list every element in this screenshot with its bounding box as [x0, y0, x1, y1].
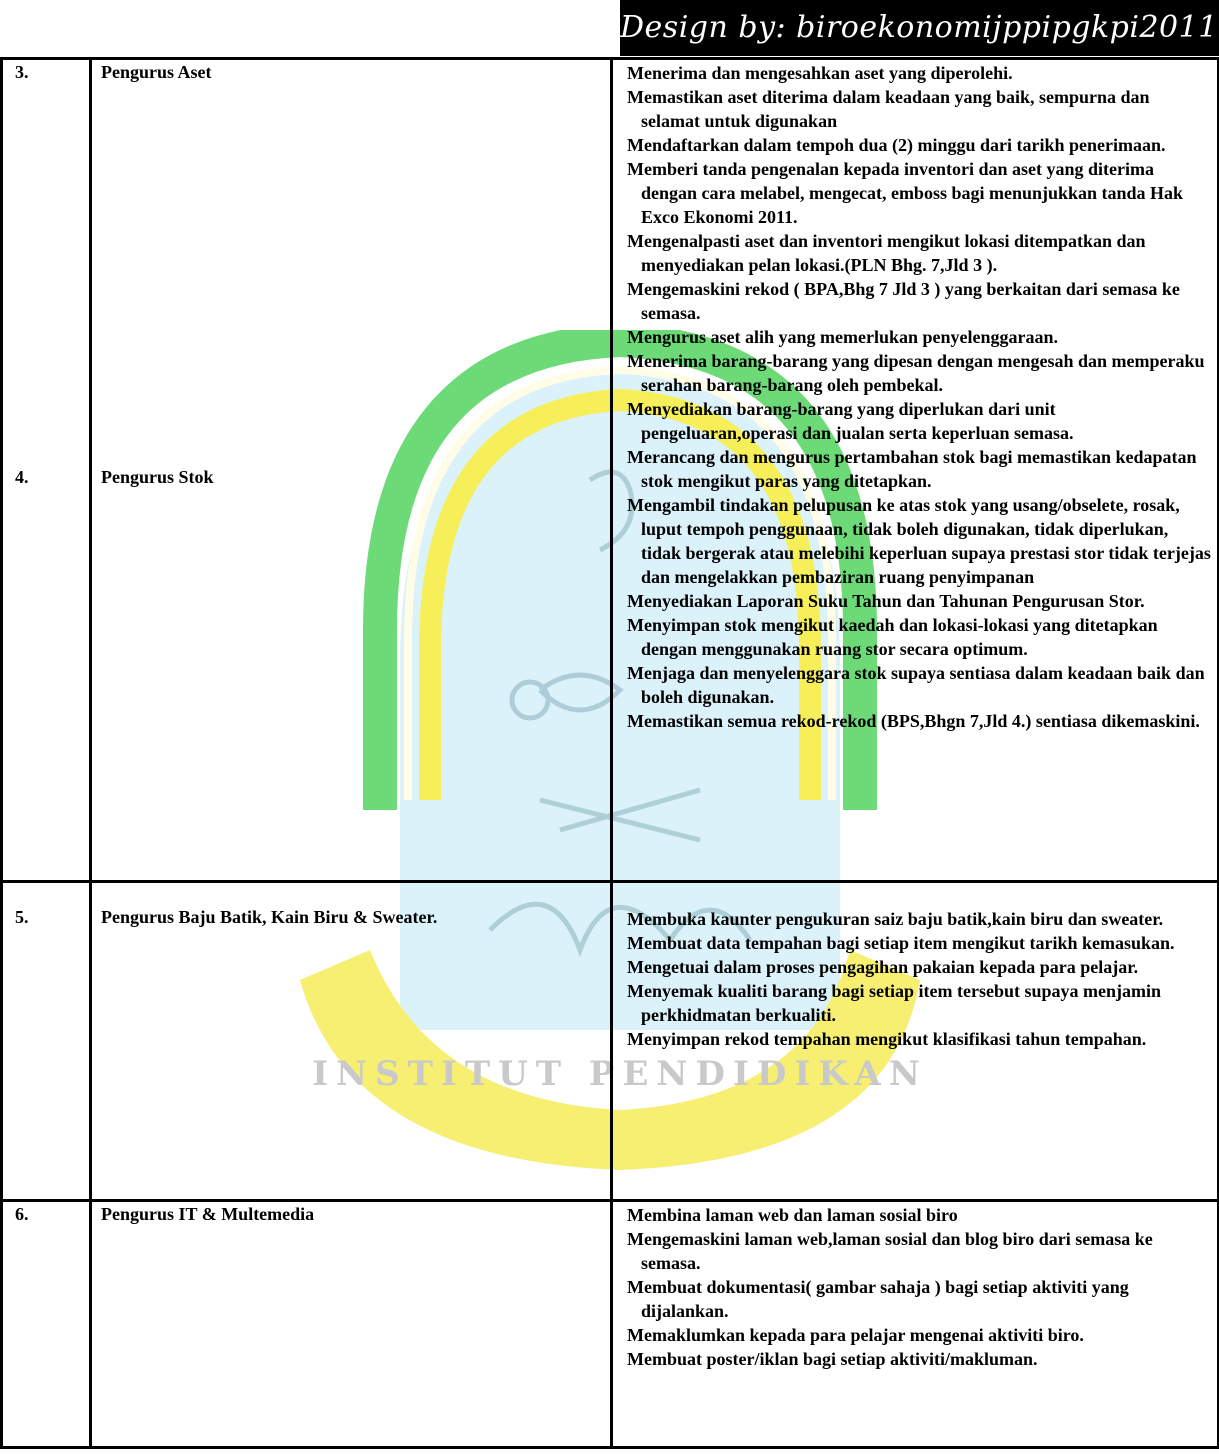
duties-list [613, 60, 1217, 733]
table-row [2, 1201, 1219, 1448]
duty-item: Menjaga dan menyelenggara stok supaya sentiasa dalam keadaan baik dan boleh digunakan. [627, 663, 1205, 707]
duty-item: Membuat data tempahan bagi setiap item mengikut tarikh kemasukan. [627, 933, 1175, 953]
duty-item: Mengemaskini rekod ( BPA,Bhg 7 Jld 3 ) yang berkaitan dari semasa ke semasa. [627, 279, 1180, 323]
designer-credit-banner: Design by: biroekonomijppipgkpi2011 [620, 0, 1219, 56]
duty-item: Membuat dokumentasi( gambar sahaja ) bagi setiap aktiviti yang dijalankan. [627, 1277, 1129, 1321]
duty-item: Mengambil tindakan pelupusan ke atas stok yang usang/obselete, rosak, luput tempoh penggunaan, tidak boleh digunakan, tidak diperlukan, tidak bergerak atau melebihi keperluan supaya prestasi stor tidak terjejas dan mengelakkan pembaziran ruang penyimpanan [627, 495, 1211, 587]
duty-item: Mengemaskini laman web,laman sosial dan blog biro dari semasa ke semasa. [627, 1229, 1153, 1273]
duty-item: Memastikan aset diterima dalam keadaan yang baik, sempurna dan selamat untuk digunakan [627, 87, 1150, 131]
duty-item: Menyediakan barang-barang yang diperlukan dari unit pengeluaran,operasi dan jualan serta keperluan semasa. [627, 399, 1074, 443]
role-title: Pengurus Stok [101, 467, 214, 487]
duty-item: Merancang dan mengurus pertambahan stok bagi memastikan kedapatan stok mengikut paras yang ditetapkan. [627, 447, 1197, 491]
duty-item: Mengenalpasti aset dan inventori mengikut lokasi ditempatkan dan menyediakan pelan lokasi.(PLN Bhg. 7,Jld 3 ). [627, 231, 1146, 275]
duty-item: Menyimpan stok mengikut kaedah dan lokasi-lokasi yang ditetapkan dengan menggunakan ruang stor secara optimum. [627, 615, 1158, 659]
duty-item: Menyimpan rekod tempahan mengikut klasifikasi tahun tempahan. [627, 1029, 1147, 1049]
row-number: 5. [15, 907, 29, 927]
crest-motto-text: INSTITUT PENDIDIKAN [312, 1054, 928, 1094]
duty-item: Membina laman web dan laman sosial biro [627, 1205, 958, 1225]
duty-item: Mengetuai dalam proses pengagihan pakaian kepada para pelajar. [627, 957, 1139, 977]
row-number: 3. [15, 62, 29, 82]
table-row [2, 59, 1219, 882]
duty-item: Mengurus aset alih yang memerlukan penyelenggaraan. [627, 327, 1059, 347]
duty-item: Memberi tanda pengenalan kepada inventori dan aset yang diterima dengan cara melabel, mengecat, emboss bagi menunjukkan tanda Hak Exco Ekonomi 2011. [627, 159, 1184, 227]
row-number: 4. [15, 467, 29, 487]
duties-list [613, 1202, 1217, 1371]
role-title: Pengurus IT & Multemedia [101, 1204, 315, 1224]
row-number: 6. [15, 1204, 29, 1224]
duty-item: Membuat poster/iklan bagi setiap aktiviti/makluman. [627, 1349, 1038, 1369]
duty-item: Menyemak kualiti barang bagi setiap item tersebut supaya menjamin perkhidmatan berkualiti. [627, 981, 1162, 1025]
duty-item: Mendaftarkan dalam tempoh dua (2) minggu dari tarikh penerimaan. [627, 135, 1166, 155]
duty-item: Menerima dan mengesahkan aset yang diperolehi. [627, 63, 1013, 83]
duty-item: Memaklumkan kepada para pelajar mengenai aktiviti biro. [627, 1325, 1084, 1345]
duty-item: Membuka kaunter pengukuran saiz baju batik,kain biru dan sweater. [627, 909, 1164, 929]
role-title: Pengurus Aset [101, 62, 212, 82]
duties-list [613, 883, 1217, 1051]
role-title: Pengurus Baju Batik, Kain Biru & Sweater. [101, 907, 438, 927]
duty-item: Menerima barang-barang yang dipesan dengan mengesah dan memperaku serahan barang-barang oleh pembekal. [627, 351, 1205, 395]
table-row [2, 882, 1219, 1201]
duty-item: Menyediakan Laporan Suku Tahun dan Tahunan Pengurusan Stor. [627, 591, 1145, 611]
duty-item: Memastikan semua rekod-rekod (BPS,Bhgn 7,Jld 4.) sentiasa dikemaskini. [627, 711, 1200, 731]
roles-table [0, 57, 1219, 1449]
